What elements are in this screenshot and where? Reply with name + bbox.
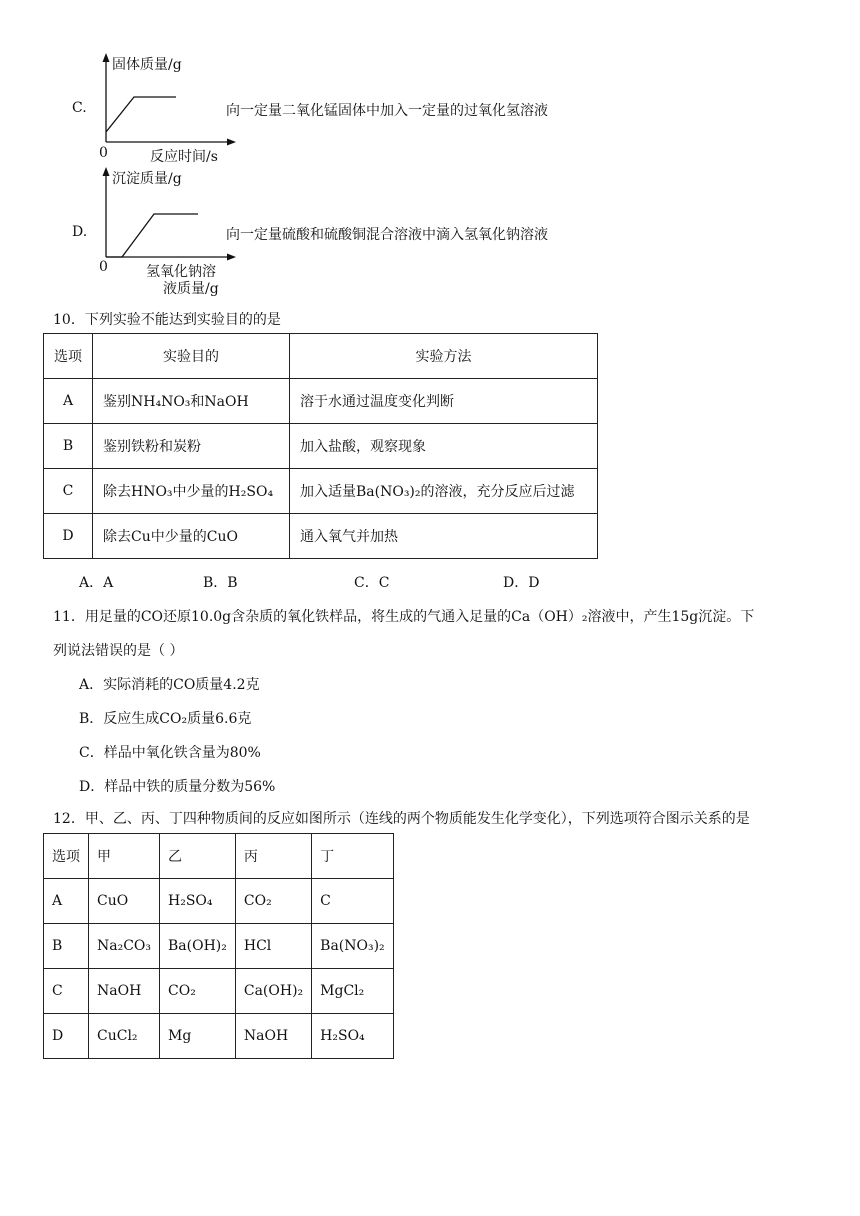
q12-cell: CO₂: [160, 969, 236, 1014]
q12-cell: A: [44, 879, 89, 924]
q10-choice-c[interactable]: C．C: [354, 575, 390, 591]
q12-cell: H₂SO₄: [312, 1014, 394, 1059]
graph-c-curve: [106, 97, 176, 132]
q12-cell: CO₂: [235, 879, 311, 924]
q10-header-option: 选项: [44, 334, 93, 379]
graph-d-xlabel-line2: 液质量/g: [163, 281, 219, 297]
q10-row-method: 加入盐酸，观察现象: [290, 424, 598, 469]
q12-cell: NaOH: [235, 1014, 311, 1059]
q12-cell: Ca(OH)₂: [235, 969, 311, 1014]
q10-choice-b[interactable]: B．B: [203, 575, 238, 591]
table-row: [44, 469, 598, 514]
q11-option-c[interactable]: C．样品中氧化铁含量为80%: [79, 745, 261, 761]
q12-cell: H₂SO₄: [160, 879, 236, 924]
graph-c-ylabel: 固体质量/g: [112, 57, 182, 73]
q10-row-option: C: [44, 469, 93, 514]
q12-cell: Ba(OH)₂: [160, 924, 236, 969]
q10-row-method: 加入适量Ba(NO₃)₂的溶液，充分反应后过滤: [290, 469, 598, 514]
q12-cell: D: [44, 1014, 89, 1059]
table-row: [44, 379, 598, 424]
q12-header-option: 选项: [44, 834, 89, 879]
table-row: [44, 514, 598, 559]
q12-cell: Ba(NO₃)₂: [312, 924, 394, 969]
q11-stem-line1: 11．用足量的CO还原10.0g含杂质的氧化铁样品，将生成的气通入足量的Ca（OH）₂溶液中，产生15g沉淀。下: [53, 609, 755, 625]
q12-header-row: [44, 834, 394, 879]
option-d-letter: D.: [72, 224, 88, 240]
graph-d-xlabel-line1: 氢氧化钠溶: [146, 264, 216, 280]
q10-stem: 10．下列实验不能达到实验目的的是: [53, 312, 281, 328]
q10-choice-d[interactable]: D．D: [503, 575, 540, 591]
q10-choice-a[interactable]: A．A: [79, 575, 114, 591]
q12-cell: C: [44, 969, 89, 1014]
q12-header-yi: 乙: [160, 834, 236, 879]
q11-option-a[interactable]: A．实际消耗的CO质量4.2克: [79, 677, 260, 693]
q10-row-option: A: [44, 379, 93, 424]
q12-cell: MgCl₂: [312, 969, 394, 1014]
q10-row-goal: 鉴别铁粉和炭粉: [93, 424, 290, 469]
q12-cell: NaOH: [89, 969, 160, 1014]
graph-d-curve: [106, 214, 198, 257]
q12-cell: Mg: [160, 1014, 236, 1059]
q12-cell: B: [44, 924, 89, 969]
q10-row-option: B: [44, 424, 93, 469]
q12-cell: CuCl₂: [89, 1014, 160, 1059]
graph-c-origin: 0: [99, 145, 108, 161]
q10-row-goal: 除去Cu中少量的CuO: [93, 514, 290, 559]
q12-cell: C: [312, 879, 394, 924]
graph-d-origin: 0: [99, 259, 108, 275]
q10-header-goal: 实验目的: [93, 334, 290, 379]
q10-row-method: 溶于水通过温度变化判断: [290, 379, 598, 424]
q10-table: [43, 333, 598, 559]
table-row: [44, 424, 598, 469]
q10-row-method: 通入氧气并加热: [290, 514, 598, 559]
q12-table: [43, 833, 394, 1059]
q12-cell: Na₂CO₃: [89, 924, 160, 969]
q11-option-b[interactable]: B．反应生成CO₂质量6.6克: [79, 711, 252, 727]
q10-row-goal: 鉴别NH₄NO₃和NaOH: [93, 379, 290, 424]
q12-stem: 12．甲、乙、丙、丁四种物质间的反应如图所示（连线的两个物质能发生化学变化），下列选项符合图示关系的是: [53, 811, 750, 827]
q10-header-row: [44, 334, 598, 379]
graph-c-description: 向一定量二氧化锰固体中加入一定量的过氧化氢溶液: [226, 103, 548, 119]
table-row: [44, 1014, 394, 1059]
q10-header-method: 实验方法: [290, 334, 598, 379]
q12-header-ding: 丁: [312, 834, 394, 879]
option-c-letter: C.: [72, 100, 87, 116]
table-row: [44, 969, 394, 1014]
graph-d-description: 向一定量硫酸和硫酸铜混合溶液中滴入氢氧化钠溶液: [226, 227, 548, 243]
q12-cell: HCl: [235, 924, 311, 969]
graph-c-xlabel: 反应时间/s: [150, 149, 218, 165]
q10-row-option: D: [44, 514, 93, 559]
q10-row-goal: 除去HNO₃中少量的H₂SO₄: [93, 469, 290, 514]
graph-d-ylabel: 沉淀质量/g: [112, 171, 182, 187]
q11-option-d[interactable]: D．样品中铁的质量分数为56%: [79, 779, 276, 795]
table-row: [44, 879, 394, 924]
q12-header-jia: 甲: [89, 834, 160, 879]
q11-stem-line2: 列说法错误的是（ ）: [53, 643, 184, 659]
table-row: [44, 924, 394, 969]
q12-cell: CuO: [89, 879, 160, 924]
q12-header-bing: 丙: [235, 834, 311, 879]
